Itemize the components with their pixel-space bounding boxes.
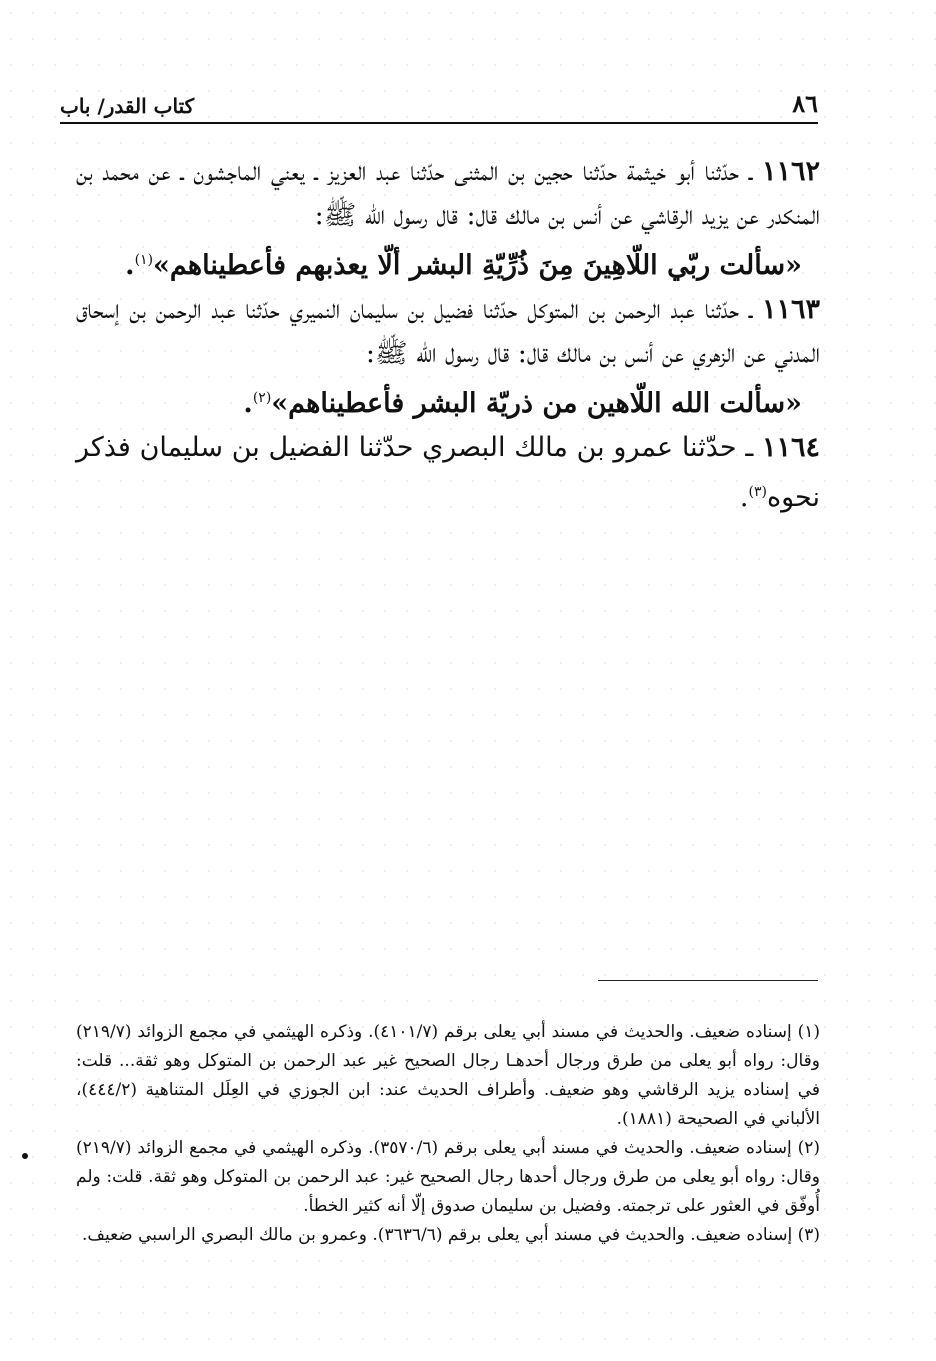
- footnote-ref: (٢): [252, 390, 272, 406]
- footnote-ref: (٣): [748, 484, 767, 500]
- footnote-ref: (١): [134, 252, 154, 268]
- hadith-text: ـ حدّثنا عمرو بن مالك البصري حدّثنا الفضيل بن سليمان فذكر نحوه: [76, 432, 820, 513]
- sentence-end: .: [243, 388, 253, 419]
- footnote-text: إسناده ضعيف. والحديث في مسند أبي يعلى برقم (٤١٠١/٧). وذكره الهيثمي في مجمع الزوائد (٢١٩/٧) وقال: رواه أبو يعلى من طرق ورجال أحدهـا رجال الصحيح غير عبد الرحمن بن المتوكل وهو ثقة... قلت: في إسناده يزيد الرقاشي وهو ضعيف. وأطراف الحديث عند: ابن الجوزي في العِلَل المتناهية (٤٤٤/٢)، الألباني في الصحيحة (١٨٨١).: [76, 1022, 820, 1129]
- running-title: كتاب القدر/ باب: [60, 94, 195, 118]
- footnote-number: (٢): [797, 1138, 820, 1158]
- footnote-3: [76, 1221, 820, 1250]
- hadith-number: ١١٦٤: [761, 432, 820, 463]
- quote-text: «سألت الله اللّاهين من ذريّة البشر فأعطيناهم»: [271, 388, 802, 419]
- hadith-1163: [76, 288, 820, 376]
- quote-text: «سألت ربّي اللّاهِينَ مِنَ ذُرِّيّةِ البشر ألّا يعذبهم فأعطيناهم»: [153, 250, 802, 281]
- hadith-quote: [76, 238, 820, 288]
- footnote-number: (٣): [797, 1225, 820, 1245]
- footnote-text: إسناده ضعيف. والحديث في مسند أبي يعلى برقم (٣٦٣٦/٦). وعمرو بن مالك البصري الراسبي ضعيف.: [81, 1225, 798, 1245]
- hadith-text: ـ حدّثنا عبد الرحمن بن المتوكل حدّثنا فضيل بن سليمان النميري حدّثنا عبد الرحمن بن إسحاق المدني عن الزهري عن أنس بن مالك قال: قال رسول الله ﷺ:: [76, 294, 820, 369]
- margin-dot: [22, 1153, 28, 1159]
- page-number: ٨٦: [792, 89, 818, 118]
- hadith-number: ١١٦٢: [761, 156, 820, 187]
- footnotes: [76, 1018, 820, 1250]
- hadith-text: ـ حدّثنا أبو خيثمة حدّثنا حجين بن المثنى حدّثنا عبد العزيز ـ يعني الماجشون ـ عن محمد بن المنكدر عن يزيد الرقاشي عن أنس بن مالك قال: قال رسول الله ﷺ:: [76, 156, 820, 231]
- hadith-1162: [76, 150, 820, 238]
- hadith-1164: [76, 426, 820, 520]
- sentence-end: .: [739, 482, 749, 513]
- footnote-divider: [598, 980, 818, 981]
- footnote-2: [76, 1134, 820, 1221]
- hadith-number: ١١٦٣: [761, 294, 820, 325]
- sentence-end: .: [125, 250, 135, 281]
- hadith-quote: [76, 376, 820, 426]
- footnote-1: [76, 1018, 820, 1134]
- footnote-number: (١): [797, 1022, 820, 1042]
- page-header: [60, 88, 818, 124]
- main-text: [76, 150, 820, 520]
- footnote-text: إسناده ضعيف. والحديث في مسند أبي يعلى برقم (٣٥٧٠/٦). وذكره الهيثمي في مجمع الزوائد (٢١٩/٧) وقال: رواه أبو يعلى من طرق ورجال أحدها رجال الصحيح غير: عبد الرحمن بن المتوكل وهو ثقة. قلت: ولم أُوفّق في العثور على ترجمته. وفضيل بن سليمان صدوق إلّا أنه كثير الخطأ.: [76, 1138, 820, 1216]
